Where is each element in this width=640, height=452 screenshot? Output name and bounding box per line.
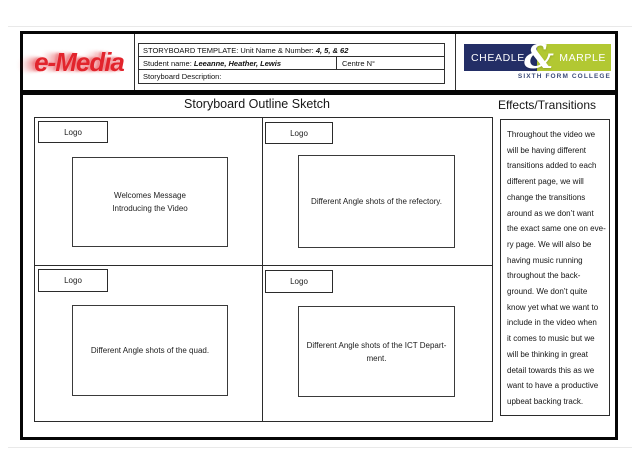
panel-1-logo-box: Logo bbox=[38, 121, 108, 143]
effects-title: Effects/Transitions bbox=[497, 98, 597, 112]
grid-vertical-divider bbox=[262, 118, 263, 421]
panel-3-logo-box: Logo bbox=[38, 269, 108, 292]
panel-2-logo-box: Logo bbox=[265, 122, 333, 144]
college-subtitle: SIXTH FORM COLLEGE bbox=[517, 73, 611, 80]
header-body-divider bbox=[23, 90, 615, 95]
grid-horizontal-divider bbox=[35, 265, 492, 266]
emedia-logo-text: e-Media bbox=[34, 46, 124, 77]
emedia-logo bbox=[23, 34, 135, 90]
panel-2-content-box: Different Angle shots of the refectory. bbox=[298, 155, 455, 248]
ampersand-icon: & bbox=[524, 36, 554, 76]
header-divider-left bbox=[134, 34, 135, 90]
scan-edge-bottom bbox=[8, 447, 632, 448]
header-divider-right bbox=[455, 34, 456, 90]
sketch-grid bbox=[34, 117, 493, 422]
description-row bbox=[139, 70, 444, 83]
panel-4-logo-box: Logo bbox=[265, 270, 333, 293]
header-table bbox=[138, 43, 445, 84]
student-label: Student name: bbox=[143, 59, 192, 68]
college-logo-marple: MARPLE bbox=[537, 44, 611, 71]
storyboard-page bbox=[20, 31, 618, 440]
scan-edge-top bbox=[8, 26, 632, 27]
student-value: Leeanne, Heather, Lewis bbox=[193, 59, 282, 68]
page-title: Storyboard Outline Sketch bbox=[184, 97, 330, 111]
description-label: Storyboard Description: bbox=[143, 72, 222, 81]
template-value: 4, 5, & 62 bbox=[315, 46, 349, 55]
panel-3-content-box: Different Angle shots of the quad. bbox=[72, 305, 228, 396]
template-label: STORYBOARD TEMPLATE: Unit Name & Number: bbox=[143, 46, 314, 55]
effects-textbox: Throughout the video we will be having different transitions added to each different page, we will change the transitions around as we don’t want the exact same one on eve- ry page. We will also be having music running throughout the back- ground. We don’t quite know yet what we want to include in the video when it comes to music but we will be thinking in great detail towards this as we want to have a productive upbeat backing track. bbox=[500, 119, 610, 416]
panel-1-content-box: Welcomes Message Introducing the Video bbox=[72, 157, 228, 247]
panel-4-content-box: Different Angle shots of the ICT Depart- ment. bbox=[298, 306, 455, 397]
centre-number-cell: Centre N° bbox=[336, 57, 444, 69]
student-row bbox=[139, 57, 444, 70]
template-row bbox=[139, 44, 444, 57]
college-logo-cheadle: CHEADLE bbox=[464, 44, 537, 71]
